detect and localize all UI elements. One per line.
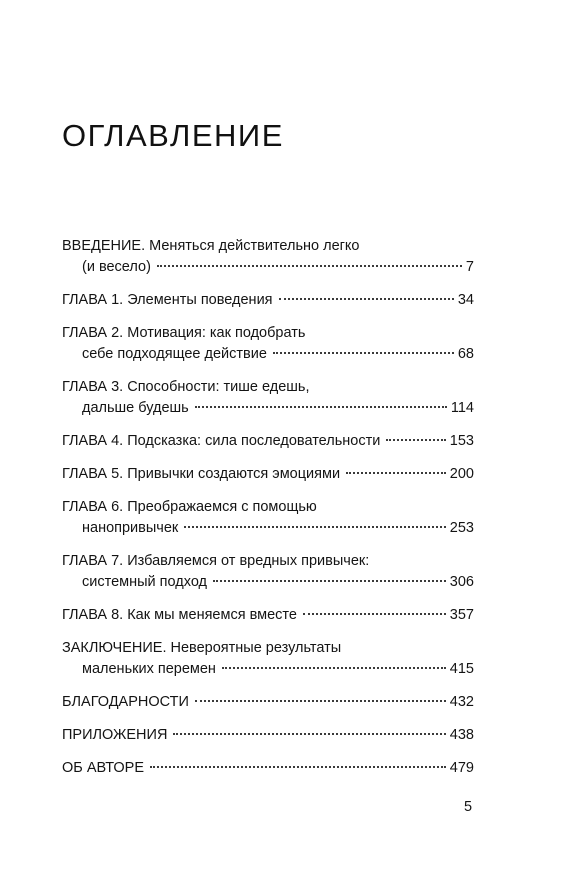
toc-entry-page: 479 (449, 760, 474, 776)
toc-entry-title: ОБ АВТОРЕ (62, 760, 145, 776)
toc-entry-page: 153 (449, 433, 474, 449)
toc-entry[interactable] (62, 290, 474, 311)
dot-leader (195, 700, 446, 702)
toc-entry-title: ПРИЛОЖЕНИЯ (62, 727, 168, 743)
toc-entry-title: системный подход (82, 574, 208, 590)
toc-entry-page: 357 (449, 607, 474, 623)
dot-leader (279, 298, 454, 300)
dot-leader (150, 766, 446, 768)
toc-entry[interactable] (62, 725, 474, 746)
dot-leader (173, 733, 445, 735)
toc-entry[interactable] (62, 323, 474, 365)
dot-leader (303, 613, 446, 615)
toc-entry[interactable] (62, 638, 474, 680)
dot-leader (157, 265, 462, 267)
toc-entry-page: 306 (449, 574, 474, 590)
toc-entry-page: 7 (465, 259, 474, 275)
toc-entry-final-line (62, 572, 474, 593)
toc-entry-page: 415 (449, 661, 474, 677)
toc-entry[interactable] (62, 605, 474, 626)
toc-entry[interactable] (62, 431, 474, 452)
toc-entry-title: себе подходящее действие (82, 346, 267, 362)
toc-entry-page: 253 (449, 520, 474, 536)
toc-entry-title-line: ГЛАВА 7. Избавляемся от вредных привычек: (62, 553, 370, 569)
toc-entry-final-line (62, 290, 474, 311)
toc-entry-title-line: ЗАКЛЮЧЕНИЕ. Невероятные результаты (62, 640, 342, 656)
table-of-contents (62, 236, 474, 791)
toc-entry[interactable] (62, 758, 474, 779)
toc-entry-title: маленьких перемен (82, 661, 216, 677)
dot-leader (346, 472, 446, 474)
toc-entry[interactable] (62, 377, 474, 419)
toc-entry[interactable] (62, 464, 474, 485)
toc-entry-title: ГЛАВА 1. Элементы поведения (62, 292, 273, 308)
toc-entry-final-line (62, 398, 474, 419)
dot-leader (195, 406, 447, 408)
page-number: 5 (464, 799, 473, 815)
toc-entry-page: 432 (449, 694, 474, 710)
toc-entry-final-line (62, 344, 474, 365)
toc-entry-title-line: ВВЕДЕНИЕ. Меняться действительно легко (62, 238, 360, 254)
toc-entry[interactable] (62, 692, 474, 713)
page-title: ОГЛАВЛЕНИЕ (62, 118, 284, 153)
toc-entry-title: ГЛАВА 5. Привычки создаются эмоциями (62, 466, 341, 482)
toc-entry-title-line: ГЛАВА 6. Преображаемся с помощью (62, 499, 317, 515)
toc-entry[interactable] (62, 497, 474, 539)
toc-entry-title: дальше будешь (82, 400, 189, 416)
dot-leader (222, 667, 446, 669)
toc-entry-page: 68 (457, 346, 474, 362)
toc-entry-title: БЛАГОДАРНОСТИ (62, 694, 189, 710)
toc-entry-title-line: ГЛАВА 3. Способности: тише едешь, (62, 379, 310, 395)
toc-entry-final-line (62, 725, 474, 746)
dot-leader (213, 580, 446, 582)
toc-entry-final-line (62, 431, 474, 452)
toc-entry-final-line (62, 518, 474, 539)
toc-entry-title: (и весело) (82, 259, 151, 275)
toc-entry[interactable] (62, 236, 474, 278)
toc-entry-final-line (62, 605, 474, 626)
toc-entry-final-line (62, 659, 474, 680)
toc-entry-title-line: ГЛАВА 2. Мотивация: как подобрать (62, 325, 306, 341)
toc-entry-final-line (62, 464, 474, 485)
dot-leader (273, 352, 454, 354)
toc-entry-title: нанопривычек (82, 520, 179, 536)
toc-entry-page: 34 (457, 292, 474, 308)
toc-entry-page: 200 (449, 466, 474, 482)
toc-entry-page: 438 (449, 727, 474, 743)
toc-entry-final-line (62, 692, 474, 713)
toc-entry-title: ГЛАВА 8. Как мы меняемся вместе (62, 607, 297, 623)
dot-leader (386, 439, 445, 441)
toc-entry-title: ГЛАВА 4. Подсказка: сила последовательности (62, 433, 381, 449)
toc-entry[interactable] (62, 551, 474, 593)
dot-leader (184, 526, 446, 528)
toc-entry-page: 114 (450, 400, 474, 416)
toc-entry-final-line (62, 257, 474, 278)
toc-entry-final-line (62, 758, 474, 779)
